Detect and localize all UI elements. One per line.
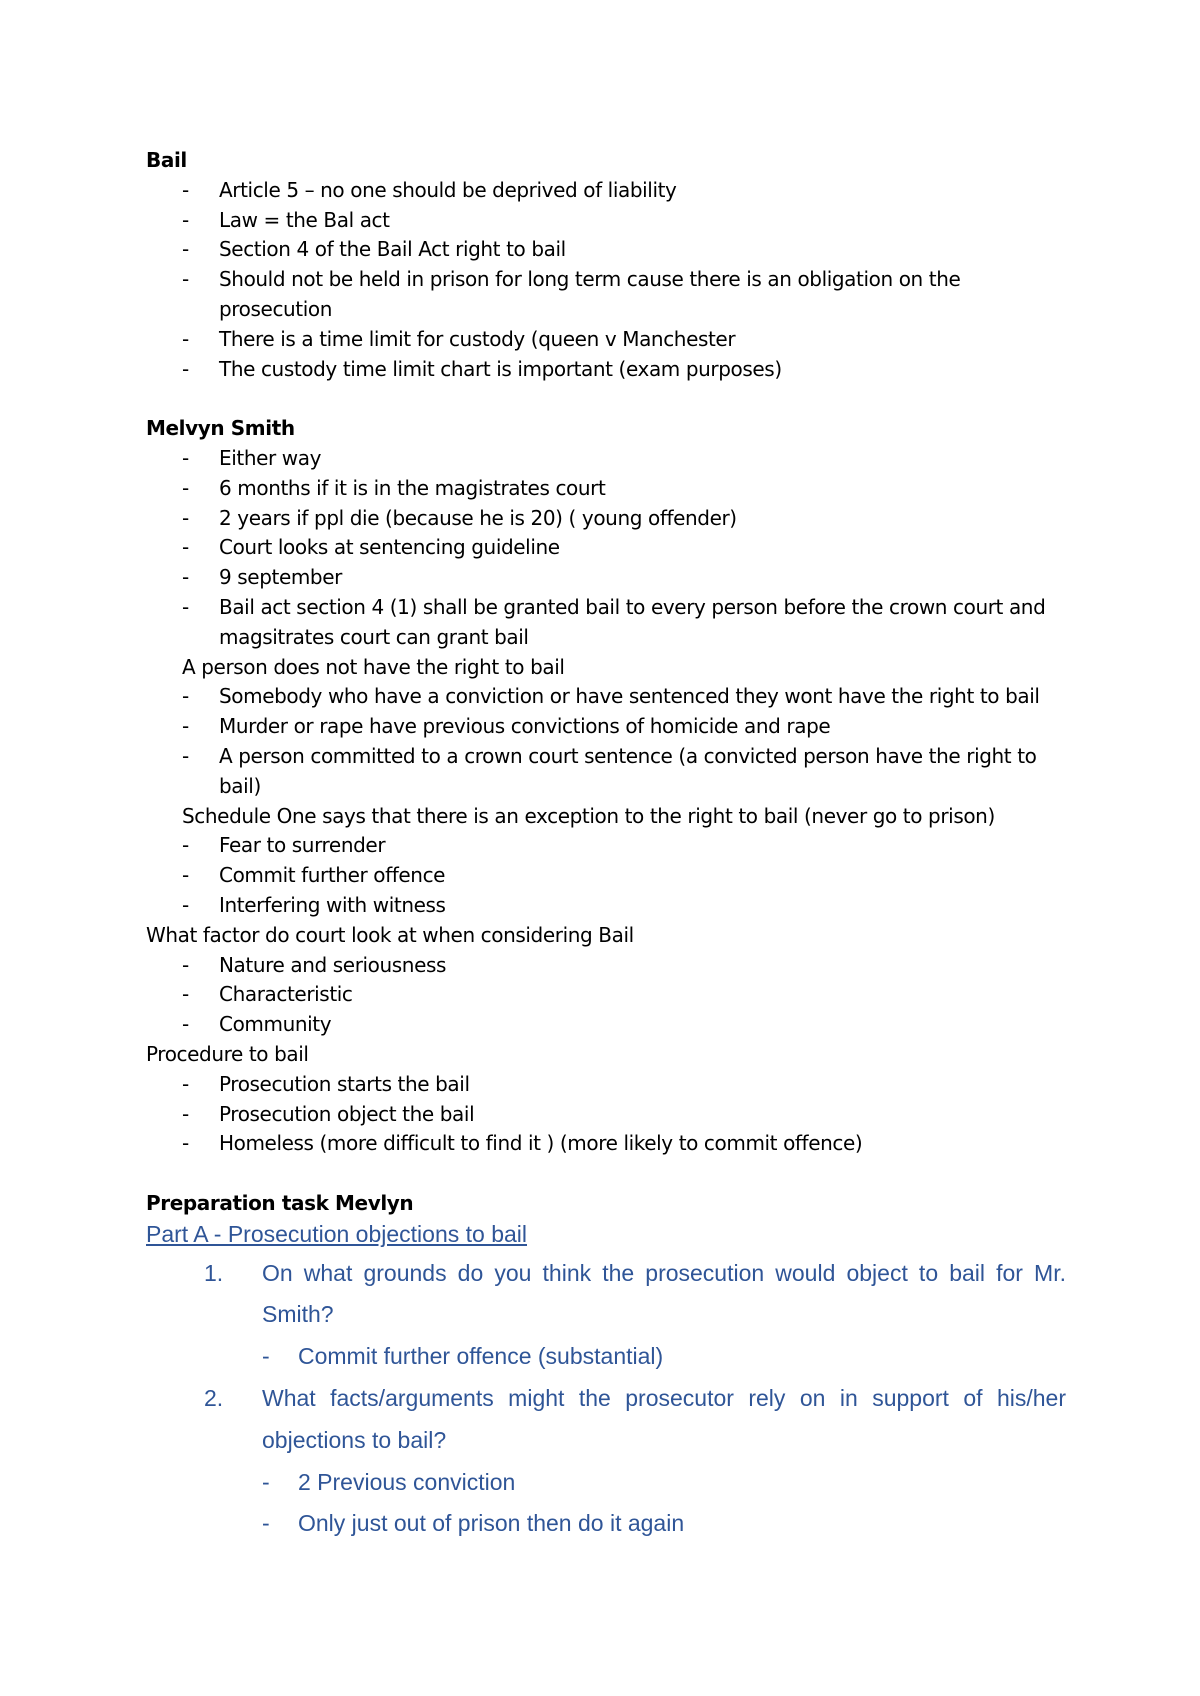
list-item: - Homeless (more difficult to find it ) (more likely to commit offence) [146, 1129, 1066, 1159]
answer-group [146, 1336, 1066, 1378]
list-item: - Murder or rape have previous convictions of homicide and rape [146, 712, 1066, 742]
list-item: - There is a time limit for custody (queen v Manchester [146, 325, 1066, 355]
list-item: - A person committed to a crown court sentence (a convicted person have the right to bail) [146, 742, 1066, 802]
answer-list [146, 1462, 1066, 1546]
question-list [146, 1253, 1066, 1546]
question-number: 1. [204, 1259, 224, 1286]
question-text: On what grounds do you think the prosecution would object to bail for Mr. Smith? [262, 1259, 1066, 1328]
subheading-procedure: Procedure to bail [146, 1041, 309, 1066]
bail-list [146, 176, 1066, 385]
heading-bail: Bail [146, 148, 187, 172]
list-item: - Community [146, 1010, 1066, 1040]
question-text: What facts/arguments might the prosecutor rely on in support of his/her objections to bail? [262, 1385, 1066, 1453]
list-item: - Fear to surrender [146, 831, 1066, 861]
subheading-schedule-one: Schedule One says that there is an exception to the right to bail (never go to prison) [182, 803, 995, 828]
list-item: - Law = the Bal act [146, 206, 1066, 236]
list-item: - Bail act section 4 (1) shall be granted bail to every person before the crown court and magsitrates court can grant bail [146, 593, 1066, 653]
list-item: - Interfering with witness [146, 891, 1066, 921]
list-item: - Should not be held in prison for long term cause there is an obligation on the prosecution [146, 265, 1066, 325]
spacer [146, 1159, 1066, 1189]
part-a-title: Part A - Prosecution objections to bail [146, 1220, 527, 1247]
answer-item: - Only just out of prison then do it again [146, 1503, 1066, 1545]
list-item: - 6 months if it is in the magistrates court [146, 474, 1066, 504]
schedule-list [146, 831, 1066, 920]
melvyn-list [146, 444, 1066, 653]
list-item: - Either way [146, 444, 1066, 474]
list-item: - Commit further offence [146, 861, 1066, 891]
answer-item: - Commit further offence (substantial) [146, 1336, 1066, 1378]
list-item: - 2 years if ppl die (because he is 20) ( young offender) [146, 504, 1066, 534]
answer-item: - 2 Previous conviction [146, 1462, 1066, 1504]
list-item: - Article 5 – no one should be deprived of liability [146, 176, 1066, 206]
question-number: 2. [204, 1385, 224, 1412]
list-item: - 9 september [146, 563, 1066, 593]
answer-list [146, 1336, 1066, 1378]
list-item: - Nature and seriousness [146, 951, 1066, 981]
heading-preparation-task: Preparation task Mevlyn [146, 1190, 414, 1215]
list-item: - Court looks at sentencing guideline [146, 533, 1066, 563]
spacer [146, 384, 1066, 414]
heading-melvyn-smith: Melvyn Smith [146, 416, 295, 441]
answer-group [146, 1462, 1066, 1546]
subheading-no-right-to-bail: A person does not have the right to bail [182, 654, 565, 679]
list-item: - Characteristic [146, 980, 1066, 1010]
question-item [146, 1253, 1066, 1337]
list-item: - The custody time limit chart is important (exam purposes) [146, 355, 1066, 385]
list-item: - Somebody who have a conviction or have sentenced they wont have the right to bail [146, 682, 1066, 712]
subheading-court-factors: What factor do court look at when considering Bail [146, 922, 634, 947]
question-item [146, 1378, 1066, 1462]
document-content [146, 146, 1066, 1545]
list-item: - Section 4 of the Bail Act right to bail [146, 235, 1066, 265]
preparation-section [146, 1219, 1066, 1546]
list-item: - Prosecution object the bail [146, 1100, 1066, 1130]
procedure-list [146, 1070, 1066, 1159]
list-item: - Prosecution starts the bail [146, 1070, 1066, 1100]
factor-list [146, 951, 1066, 1040]
no-right-list [146, 682, 1066, 801]
